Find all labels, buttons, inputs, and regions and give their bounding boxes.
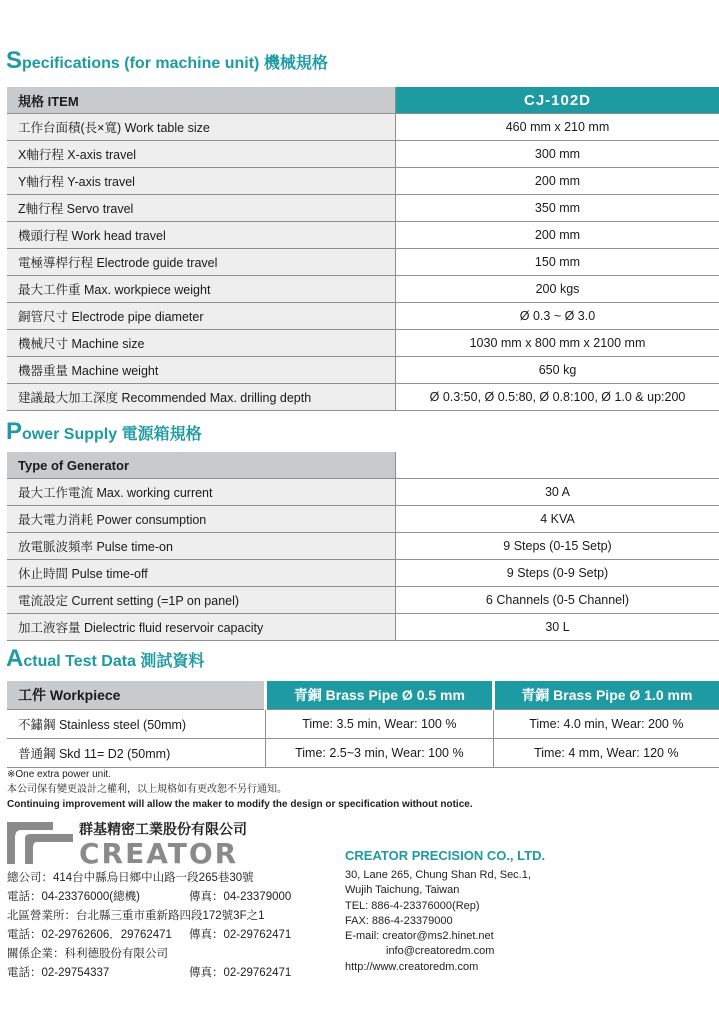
table-header-row bbox=[7, 87, 719, 114]
table-row: 機械尺寸 Machine size 1030 mm x 800 mm x 2100 mm bbox=[7, 330, 719, 357]
en-address-block: 30, Lane 265, Chung Shan Rd, Sec.1, Wujih Taichung, Taiwan TEL: 886-4-23376000(Rep) FAX: 886-4-23379000 E-mail: creator@ms2.hinet.net info@creatoredm.com http://www.creatoredm.com bbox=[345, 868, 531, 975]
specifications-title: Specifications (for machine unit) 機械規格 bbox=[6, 47, 328, 74]
table-row: 休止時間 Pulse time-off 9 Steps (0-9 Setp) bbox=[7, 560, 719, 587]
logo-mark-icon bbox=[25, 834, 73, 864]
table-row: 機器重量 Machine weight 650 kg bbox=[7, 357, 719, 384]
item-header: 規格 ITEM bbox=[7, 87, 396, 114]
brass-05-header: 青銅 Brass Pipe Ø 0.5 mm bbox=[266, 681, 494, 710]
footnotes bbox=[7, 767, 473, 812]
table-row: 普通鋼 Skd 11= D2 (50mm) Time: 2.5~3 min, Wear: 100 % Time: 4 mm, Wear: 120 % bbox=[7, 739, 719, 768]
table-row: 電流設定 Current setting (=1P on panel) 6 Channels (0-5 Channel) bbox=[7, 587, 719, 614]
workpiece-header: 工件 Workpiece bbox=[7, 681, 266, 710]
model-header: CJ-102D bbox=[396, 87, 719, 114]
table-header-row bbox=[7, 681, 719, 710]
brass-10-header: 青銅 Brass Pipe Ø 1.0 mm bbox=[493, 681, 719, 710]
table-row: 最大工作電流 Max. working current 30 A bbox=[7, 479, 719, 506]
table-header-row bbox=[7, 452, 719, 479]
table-row: 機頭行程 Work head travel 200 mm bbox=[7, 222, 719, 249]
company-cn-name: 群基精密工業股份有限公司 bbox=[79, 822, 247, 838]
table-row: 建議最大加工深度 Recommended Max. drilling depth Ø 0.3:50, Ø 0.5:80, Ø 0.8:100, Ø 1.0 & up:200 bbox=[7, 384, 719, 411]
note-extra-power: ※One extra power unit. bbox=[7, 769, 111, 780]
table-row: 最大電力消耗 Power consumption 4 KVA bbox=[7, 506, 719, 533]
email-link-2[interactable]: info@creatoredm.com bbox=[386, 945, 495, 958]
table-row: Y軸行程 Y-axis travel 200 mm bbox=[7, 168, 719, 195]
table-row: Z軸行程 Servo travel 350 mm bbox=[7, 195, 719, 222]
company-logo bbox=[7, 818, 277, 866]
email-link[interactable]: E-mail: creator@ms2.hinet.net bbox=[345, 930, 494, 943]
table-row: 加工液容量 Dielectric fluid reservoir capacity 30 L bbox=[7, 614, 719, 641]
table-row: 工作台面積(長×寬) Work table size 460 mm x 210 mm bbox=[7, 114, 719, 141]
cn-address-block: 總公司：414台中縣烏日鄉中山路一段265巷30號 電話：04-23376000(總機) 傳真：04-23379000 北區營業所：台北縣三重市重新路四段172號3F之1 電話：02-29762606．29762471 傳真：02-29762471 關係企業：科利德股份有限公司 電話：02-29754337 傳真：02-29762471 bbox=[7, 872, 292, 979]
company-en-name: CREATOR PRECISION CO., LTD. bbox=[345, 848, 546, 863]
table-row: 不鏽鋼 Stainless steel (50mm) Time: 3.5 min, Wear: 100 % Time: 4.0 min, Wear: 200 % bbox=[7, 710, 719, 739]
specifications-table bbox=[7, 87, 719, 411]
test-data-table bbox=[7, 681, 719, 768]
table-row: 電極導桿行程 Electrode guide travel 150 mm bbox=[7, 249, 719, 276]
table-row: X軸行程 X-axis travel 300 mm bbox=[7, 141, 719, 168]
note-rights-cn: 本公司保有變更設計之權利，以上規格如有更改恕不另行通知。 bbox=[7, 784, 287, 795]
power-supply-table bbox=[7, 452, 719, 641]
test-data-title: Actual Test Data 測試資料 bbox=[6, 645, 205, 672]
power-supply-title: Power Supply 電源箱規格 bbox=[6, 418, 202, 445]
table-row: 銅管尺寸 Electrode pipe diameter Ø 0.3 ~ Ø 3.0 bbox=[7, 303, 719, 330]
table-row: 放電脈波頻率 Pulse time-on 9 Steps (0-15 Setp) bbox=[7, 533, 719, 560]
logo-wordmark: CREATOR bbox=[79, 837, 239, 866]
website-link[interactable]: http://www.creatoredm.com bbox=[345, 960, 479, 973]
generator-header: Type of Generator bbox=[7, 452, 396, 479]
note-improvement: Continuing improvement will allow the maker to modify the design or specification without notice. bbox=[7, 799, 473, 810]
table-row: 最大工件重 Max. workpiece weight 200 kgs bbox=[7, 276, 719, 303]
